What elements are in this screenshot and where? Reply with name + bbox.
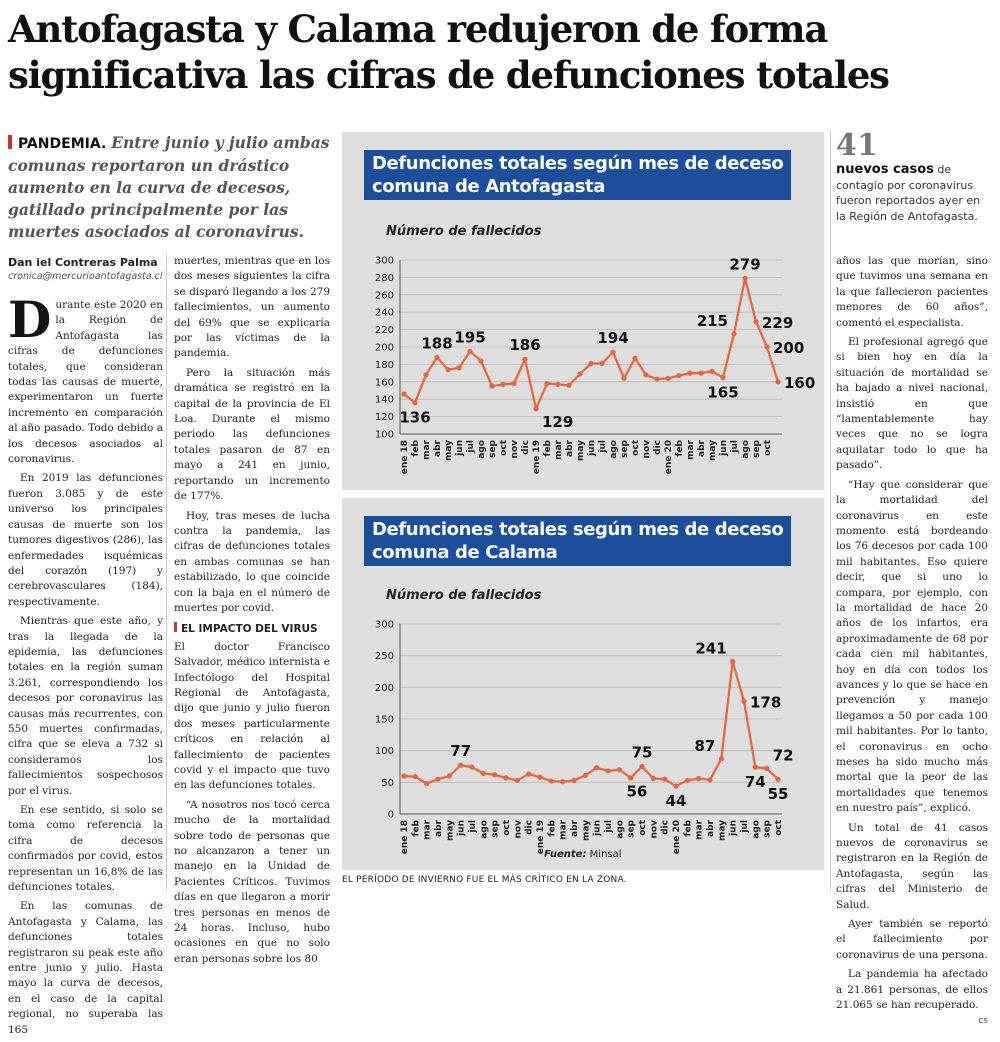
data-point	[673, 784, 678, 789]
y-tick-label: 250	[374, 651, 394, 663]
y-tick-label: 0	[387, 809, 394, 821]
data-point	[424, 781, 429, 786]
x-tick-label: feb	[411, 820, 422, 837]
data-point	[764, 766, 769, 771]
x-tick-label: mar	[694, 820, 705, 840]
data-point	[654, 377, 659, 382]
data-label: 194	[597, 329, 629, 348]
data-point	[605, 768, 610, 773]
lead-deck	[8, 132, 333, 243]
data-label: 87	[694, 736, 716, 755]
kicker-bar	[8, 135, 12, 149]
y-tick-label: 200	[374, 342, 394, 354]
paragraph: Ayer también se reportó el fallecimiento por coronavirus de una persona.	[836, 918, 988, 961]
x-tick-label: mar	[422, 440, 432, 460]
y-tick-label: 300	[374, 255, 394, 267]
x-tick-label: sep	[490, 820, 501, 838]
x-tick-label: abr	[565, 440, 575, 457]
data-point	[503, 775, 508, 780]
y-tick-label: 300	[374, 619, 394, 631]
y-tick-label: 160	[374, 377, 394, 389]
x-tick-label: feb	[675, 440, 685, 457]
data-point	[741, 699, 746, 704]
paragraph: El profesional agregó que si bien hoy en día la situación de mortalidad se ha bajado a nivel nacional, insistió en que “lamentablemente hay veces que no se logra aquilatar todo lo que ha pasado”.	[836, 336, 988, 472]
data-point	[511, 381, 516, 386]
y-tick-label: 180	[374, 359, 394, 371]
chart-calama	[342, 498, 824, 870]
data-point	[577, 371, 582, 376]
x-tick-label: sep	[752, 440, 762, 458]
x-tick-label: may	[581, 820, 592, 842]
x-tick-label: may	[717, 820, 728, 842]
data-point	[621, 376, 626, 381]
x-tick-label: abr	[706, 820, 716, 837]
x-tick-label: may	[576, 440, 586, 462]
x-tick-label: nov	[649, 820, 660, 839]
data-point	[560, 779, 565, 784]
chart-ylabel: Número de fallecidos	[386, 224, 542, 239]
article-column-2	[174, 254, 330, 971]
paragraph: Mientras que este año, y tras la llegada de la epidemia, las defunciones totales en la región suman 3.261, correspondiendo los decesos por coronavirus las causas más recurrentes, con 550 muertes confirmadas, cifra que se eleva a 732 si consideramos los fallecimientos sospechosos por el virus.	[8, 615, 163, 797]
data-point	[401, 391, 406, 396]
data-point	[469, 765, 474, 770]
data-point	[651, 776, 656, 781]
x-tick-label: jun	[456, 820, 467, 836]
data-point	[696, 776, 701, 781]
data-label: 74	[744, 773, 766, 792]
paragraph: En ese sentido, si solo se toma como referencia la cifra de decesos confirmados por covid, estos representan un 16,8% de las defunciones totales.	[8, 804, 163, 894]
data-point	[489, 384, 494, 389]
data-label: 186	[509, 336, 541, 355]
data-label: 129	[542, 412, 574, 431]
subhead: EL IMPACTO DEL VIRUS	[174, 622, 330, 637]
y-tick-label: 260	[374, 290, 394, 302]
data-point	[599, 361, 604, 366]
headline-line-2: significativa las cifras de defunciones totales	[8, 53, 889, 97]
data-point	[643, 372, 648, 377]
y-tick-label: 220	[374, 325, 394, 337]
data-point	[481, 771, 486, 776]
data-point	[665, 376, 670, 381]
data-point	[537, 775, 542, 780]
x-tick-label: nov	[513, 820, 524, 839]
paragraph: En las comunas de Antofagasta y Calama, las defunciones totales registraron su peak este año entre junio y julio. Hasta mayo la curva de decesos, en el caso de la capital regional, no superaba las 165	[8, 900, 163, 1036]
x-tick-label: ago	[751, 820, 762, 839]
x-tick-label: jun	[455, 440, 465, 456]
x-tick-label: jun	[592, 820, 603, 836]
x-tick-label: oct	[763, 440, 773, 456]
headline-line-1: Antofagasta y Calama redujeron de forma	[8, 7, 828, 51]
x-tick-label: jul	[730, 440, 740, 453]
data-label: 72	[772, 746, 794, 765]
data-point	[594, 765, 599, 770]
data-point	[720, 375, 725, 380]
x-tick-label: oct	[631, 440, 641, 456]
data-label: 77	[450, 742, 472, 761]
data-point	[685, 778, 690, 783]
x-tick-label: abr	[697, 440, 707, 457]
x-tick-label: ago	[741, 440, 751, 459]
x-tick-label: dic	[524, 820, 535, 835]
x-tick-label: feb	[543, 440, 553, 457]
data-point	[445, 367, 450, 372]
data-point	[753, 319, 758, 324]
data-label: 165	[707, 383, 739, 402]
data-point	[698, 371, 703, 376]
paragraph: La pandemia ha afectado a 21.861 personas, de ellos 21.065 se han recuperado. cs	[836, 967, 988, 1013]
data-point	[610, 350, 615, 355]
y-tick-label: 120	[374, 412, 394, 424]
data-label: 160	[784, 373, 816, 392]
data-point	[526, 772, 531, 777]
data-point	[478, 358, 483, 363]
x-tick-label: oct	[502, 820, 512, 836]
data-point	[628, 775, 633, 780]
y-tick-label: 100	[374, 429, 394, 441]
paragraph: “A nosotros nos tocó cerca mucho de la mortalidad sobre todo de personas que no alcanzaron a tener un manejo en la Unidad de Pacientes Críticos. Tuvimos días en que llegaron a morir tres personas en menos de 24 horas. Incluso, hubo ocasiones en que no solo eran personas sobre los 80	[174, 798, 330, 965]
data-point	[458, 763, 463, 768]
x-tick-label: feb	[547, 820, 558, 837]
data-point	[566, 383, 571, 388]
paragraph: años las que morían, sino que tuvimos una semana en la que fallecieron pacientes menores de 60 años”, comentó el especialista.	[836, 255, 988, 329]
data-point	[632, 356, 637, 361]
chart-title: Defunciones totales según mes de deceso comuna de Calama	[364, 516, 791, 566]
y-tick-label: 150	[374, 714, 394, 726]
x-tick-label: dic	[521, 440, 531, 455]
data-label: 195	[454, 328, 486, 347]
chart-title: Defunciones totales según mes de deceso comuna de Antofagasta	[364, 150, 791, 200]
data-point	[588, 361, 593, 366]
x-tick-label: may	[444, 440, 454, 462]
data-label: 136	[399, 408, 431, 427]
x-tick-label: mar	[554, 440, 564, 460]
x-tick-label: jul	[604, 820, 614, 833]
data-label: 55	[767, 785, 789, 804]
data-point	[423, 372, 428, 377]
data-point	[775, 379, 780, 384]
x-tick-label: abr	[434, 820, 444, 837]
data-label: 279	[729, 255, 761, 274]
data-point	[583, 773, 588, 778]
photo-caption: EL PERÍODO DE INVIERNO FUE EL MÁS CRÍTICO EN LA ZONA.	[342, 875, 627, 885]
chart-antofagasta	[342, 132, 824, 490]
data-point	[764, 344, 769, 349]
x-tick-label: oct	[638, 820, 648, 836]
x-tick-label: ago	[609, 440, 619, 459]
x-tick-label: ene 20	[672, 820, 682, 855]
data-point	[500, 382, 505, 387]
paragraph: muertes, mientras que en los dos meses siguientes la cifra se disparó llegando a los 279 fallecimientos, un aumento del 69% que se explicaría por las víctimas de la pandemia.	[174, 255, 330, 360]
data-label: 56	[626, 782, 648, 801]
x-tick-label: nov	[510, 440, 520, 459]
column-divider	[830, 130, 831, 890]
x-tick-label: jul	[468, 820, 478, 833]
article-column-4	[836, 254, 988, 1029]
sidebox	[836, 130, 991, 224]
x-tick-label: sep	[488, 440, 498, 458]
x-tick-label: sep	[620, 440, 630, 458]
data-point	[555, 382, 560, 387]
sidebox-strong: nuevos casos	[836, 162, 934, 177]
data-point	[549, 778, 554, 783]
x-tick-label: jul	[466, 440, 476, 453]
data-point	[412, 400, 417, 405]
paragraph: Hoy, tras meses de lucha contra la pandemia, las cifras de defunciones totales en ambas comunas se han estabilizado, lo que coincide con la baja en el número de muertes por covid.	[174, 509, 330, 614]
x-tick-label: feb	[683, 820, 694, 837]
x-tick-label: jul	[740, 820, 750, 833]
data-point	[687, 371, 692, 376]
data-label: 200	[773, 339, 805, 357]
headline	[8, 6, 998, 98]
end-mark: cs	[978, 1015, 988, 1026]
data-point	[617, 767, 622, 772]
x-tick-label: mar	[422, 820, 433, 840]
x-tick-label: oct	[499, 440, 509, 456]
y-tick-label: 200	[374, 682, 394, 694]
data-point	[434, 355, 439, 360]
x-tick-label: ago	[615, 820, 626, 839]
paragraph: Un total de 41 casos nuevos de coronavirus se registraron en la Región de Antofagasta, según las cifras del Ministerio de Salud.	[836, 821, 988, 911]
x-tick-label: ene 19	[532, 440, 542, 475]
x-tick-label: mar	[558, 820, 569, 840]
paragraph: Pero la situación más dramática se registró en la capital de la provincia de El Loa. Durante el mismo periodo las defunciones totales pasaron de 87 en mayo a 241 en junio, reportando un incremento de 177%.	[174, 366, 330, 503]
y-tick-label: 240	[374, 307, 394, 319]
data-point	[662, 777, 667, 782]
data-label: 75	[631, 743, 653, 762]
data-label: 188	[421, 334, 453, 353]
y-tick-label: 280	[374, 272, 394, 284]
x-tick-label: ene 18	[400, 440, 410, 475]
y-tick-label: 50	[381, 777, 394, 789]
data-point	[435, 777, 440, 782]
data-label: 229	[762, 313, 794, 332]
data-point	[447, 773, 452, 778]
data-point	[492, 772, 497, 777]
author-email: cronica@mercurioantofagasta.cl	[8, 271, 163, 282]
column-divider	[166, 254, 167, 890]
data-point	[753, 765, 758, 770]
data-point	[544, 381, 549, 386]
data-point	[571, 778, 576, 783]
data-point	[639, 764, 644, 769]
sidebox-number: 41	[836, 128, 878, 163]
data-point	[709, 369, 714, 374]
x-tick-label: jun	[728, 820, 739, 836]
x-tick-label: sep	[626, 820, 637, 838]
x-tick-label: sep	[762, 820, 773, 838]
data-point	[707, 777, 712, 782]
drop-cap: D	[8, 290, 52, 349]
x-tick-label: ene 18	[400, 820, 410, 855]
x-tick-label: ene 19	[536, 820, 546, 855]
x-tick-label: nov	[642, 440, 652, 459]
data-point	[742, 276, 747, 281]
deck-text: Entre junio y julio ambas comunas reportaron un drástico aumento en la curva de decesos, gatillado principalmente por las muertes asociados al coronavirus.	[8, 133, 330, 241]
data-point	[730, 659, 735, 664]
kicker: PANDEMIA.	[18, 136, 107, 152]
data-point	[533, 406, 538, 411]
x-tick-label: jul	[598, 440, 608, 453]
chart-ylabel: Número de fallecidos	[386, 588, 542, 603]
author-name: Dan iel Contreras Palma	[8, 256, 158, 269]
data-point	[456, 365, 461, 370]
data-label: 215	[696, 311, 728, 330]
x-tick-label: may	[445, 820, 456, 842]
article-column-1	[8, 290, 163, 1042]
x-tick-label: jun	[587, 440, 597, 456]
y-tick-label: 140	[374, 394, 394, 406]
x-tick-label: abr	[433, 440, 443, 457]
y-tick-label: 100	[374, 746, 394, 758]
data-point	[401, 773, 406, 778]
data-point	[413, 774, 418, 779]
x-tick-label: dic	[653, 440, 663, 455]
data-point	[522, 357, 527, 362]
data-point	[731, 331, 736, 336]
paragraph: En 2019 las defunciones fueron 3.085 y de este universo los principales causas de muerte son los tumores digestivos (286), las enfermedades isquémicas del corazón (197) y cerebrovasculares (184), respectivamente.	[8, 472, 163, 608]
x-tick-label: mar	[686, 440, 696, 460]
data-point	[775, 777, 780, 782]
data-point	[676, 373, 681, 378]
sidebox-text: de contagio por coronavirus fueron reportados ayer en la Región de Antofagasta.	[836, 163, 981, 223]
chart-source: Fuente: Minsal	[544, 849, 622, 860]
x-tick-label: ago	[477, 440, 487, 459]
x-tick-label: abr	[570, 820, 580, 837]
x-tick-label: ago	[479, 820, 490, 839]
x-tick-label: feb	[411, 440, 421, 457]
paragraph: “Hay que considerar que la mortalidad del coronavirus en este momento está bordeando los 76 decesos por cada 100 mil habitantes. Eso quiere decir, que si uno lo compara, por ejemplo, con la mortalidad de hace 20 años de los infartos, era aproximadamente de 68 por cada cien mil habitantes, hoy en día con todos los avances y lo que se hace en prevención y manejo llegamos a 50 por cada 100 mil habitantes. Por lo tanto, el coronavirus en ocho meses ha sido mucho más mortal que la peor de las mortalidades que tenemos en nuestro país”, explicó.	[836, 478, 988, 815]
x-tick-label: jun	[719, 440, 729, 456]
x-tick-label: ene 20	[664, 440, 674, 475]
x-tick-label: dic	[660, 820, 671, 835]
subhead-bar	[174, 622, 177, 632]
data-point	[719, 756, 724, 761]
data-label: 241	[695, 639, 727, 658]
paragraph: El doctor Francisco Salvador, médico internista e Infectólogo del Hospital Regional de Antofagasta, dijo que junio y julio fueron dos meses particularmente críticos en relación al fallecimiento de pacientes covid y el impacto que tuvo en las defunciones totales.	[174, 640, 330, 792]
x-tick-label: oct	[774, 820, 784, 836]
paragraph: Durante este 2020 en la Región de Antofagasta las cifras de defunciones totales, que consideran todas las causas de muerte, experimentaron un fuerte incremento en comparación al año pasado. Todo debido a los decesos asociados al coronavirus.	[8, 290, 163, 466]
data-point	[515, 778, 520, 783]
data-label: 44	[665, 792, 687, 811]
data-label: 178	[750, 693, 782, 712]
x-tick-label: may	[708, 440, 718, 462]
data-point	[467, 349, 472, 354]
